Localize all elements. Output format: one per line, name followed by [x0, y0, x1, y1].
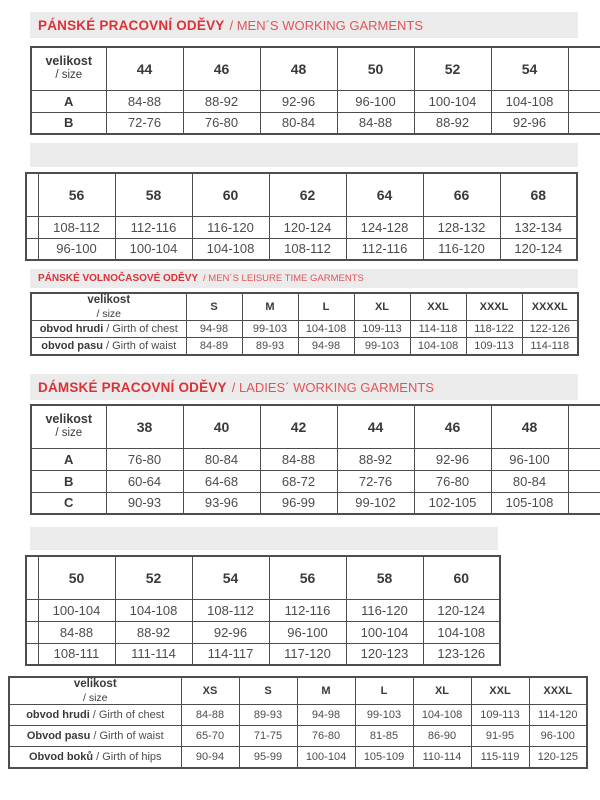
- row-label-cs: Obvod boků: [28, 751, 94, 764]
- size-range-cell: 96-100: [491, 448, 568, 470]
- heading-mens-leisure: [30, 269, 578, 288]
- size-range-cell: 68-72: [260, 470, 337, 492]
- row-label: [31, 470, 106, 492]
- size-range-cell: 92-96: [414, 448, 491, 470]
- row-label-cs: B: [64, 473, 74, 489]
- size-col-header: XXL: [471, 677, 529, 705]
- row-label-cs: B: [64, 115, 74, 131]
- size-range-cell: 84-88: [181, 705, 239, 726]
- cut-cell: [26, 238, 38, 260]
- size-range-cell: 108-112: [269, 238, 346, 260]
- size-col-header: L: [298, 293, 354, 321]
- size-range-cell: 96-100: [38, 238, 115, 260]
- size-range-cell: 100-104: [115, 238, 192, 260]
- size-range-cell: 122-126: [522, 321, 578, 338]
- row-label: [9, 726, 181, 747]
- size-col-header: 58: [346, 556, 423, 599]
- size-col-header: XXXXL: [522, 293, 578, 321]
- size-range-cell: 105-108: [491, 492, 568, 514]
- cut-cell: [568, 470, 600, 492]
- size-range-cell: 100-104: [297, 747, 355, 768]
- size-col-header: 50: [38, 556, 115, 599]
- size-corner-cs: velikost: [45, 412, 93, 427]
- size-corner: [31, 293, 186, 321]
- size-col-header: L: [355, 677, 413, 705]
- size-range-cell: 104-108: [410, 338, 466, 355]
- size-range-cell: 132-134: [500, 216, 577, 238]
- size-range-cell: 90-93: [106, 492, 183, 514]
- size-range-cell: 104-108: [115, 599, 192, 621]
- size-range-cell: 120-124: [269, 216, 346, 238]
- size-col-header: S: [186, 293, 242, 321]
- size-range-cell: 88-92: [183, 90, 260, 112]
- cut-cell: [26, 216, 38, 238]
- size-range-cell: 120-124: [500, 238, 577, 260]
- size-range-cell: 76-80: [297, 726, 355, 747]
- cut-cell: [26, 556, 38, 599]
- size-col-header: 50: [337, 47, 414, 90]
- size-range-cell: 99-102: [337, 492, 414, 514]
- row-label-en: / Girth of hips: [96, 751, 162, 764]
- size-range-cell: 90-94: [181, 747, 239, 768]
- size-range-cell: 92-96: [192, 621, 269, 643]
- size-corner-en: / size: [55, 69, 83, 82]
- size-col-header: 44: [337, 405, 414, 448]
- size-range-cell: 72-76: [106, 112, 183, 134]
- mens-leisure-table-grid: [30, 292, 579, 356]
- size-col-header: 60: [423, 556, 500, 599]
- size-col-header: 46: [183, 47, 260, 90]
- size-col-header: XXXL: [466, 293, 522, 321]
- cut-cell: [568, 448, 600, 470]
- size-range-cell: 124-128: [346, 216, 423, 238]
- size-range-cell: 76-80: [106, 448, 183, 470]
- size-range-cell: 65-70: [181, 726, 239, 747]
- size-col-header: S: [239, 677, 297, 705]
- size-col-header: XXL: [410, 293, 466, 321]
- size-range-cell: 120-123: [346, 643, 423, 665]
- heading-mens-working: [30, 12, 578, 38]
- size-col-header: 42: [260, 405, 337, 448]
- size-range-cell: 91-95: [471, 726, 529, 747]
- row-label-en: / Girth of waist: [93, 730, 164, 743]
- size-col-header: XL: [354, 293, 410, 321]
- cut-cell: [568, 405, 600, 448]
- size-range-cell: 109-113: [354, 321, 410, 338]
- size-range-cell: 114-118: [522, 338, 578, 355]
- heading-ladies-working: [30, 374, 578, 400]
- size-range-cell: 108-111: [38, 643, 115, 665]
- size-col-header: 62: [269, 173, 346, 216]
- size-col-header: 48: [260, 47, 337, 90]
- row-label-cs: obvod hrudi: [26, 709, 90, 722]
- row-label-cs: Obvod pasu: [26, 730, 91, 743]
- size-range-cell: 96-100: [269, 621, 346, 643]
- size-range-cell: 120-124: [423, 599, 500, 621]
- row-label: [31, 448, 106, 470]
- size-col-header: 40: [183, 405, 260, 448]
- size-range-cell: 99-103: [355, 705, 413, 726]
- size-range-cell: 88-92: [337, 448, 414, 470]
- size-range-cell: 84-88: [38, 621, 115, 643]
- size-range-cell: 116-120: [192, 216, 269, 238]
- size-col-header: 66: [423, 173, 500, 216]
- size-range-cell: 117-120: [269, 643, 346, 665]
- size-range-cell: 84-89: [186, 338, 242, 355]
- size-corner: [31, 405, 106, 448]
- size-range-cell: 92-96: [491, 112, 568, 134]
- size-range-cell: 96-100: [337, 90, 414, 112]
- mens-leisure-table: [30, 292, 579, 356]
- size-range-cell: 105-109: [355, 747, 413, 768]
- row-label-cs: obvod pasu: [41, 340, 103, 353]
- mens-working-table-1-grid: [30, 46, 600, 135]
- separator-bar-2: [30, 527, 498, 550]
- size-range-cell: 104-108: [298, 321, 354, 338]
- size-range-cell: 99-103: [354, 338, 410, 355]
- size-col-header: 60: [192, 173, 269, 216]
- row-label-en: / Girth of chest: [106, 323, 178, 336]
- size-col-header: 54: [491, 47, 568, 90]
- size-range-cell: 114-120: [529, 705, 587, 726]
- size-range-cell: 104-108: [192, 238, 269, 260]
- size-range-cell: 80-84: [260, 112, 337, 134]
- size-range-cell: 109-113: [471, 705, 529, 726]
- size-range-cell: 108-112: [192, 599, 269, 621]
- size-range-cell: 80-84: [183, 448, 260, 470]
- size-range-cell: 84-88: [260, 448, 337, 470]
- size-range-cell: 72-76: [337, 470, 414, 492]
- size-range-cell: 100-104: [346, 621, 423, 643]
- size-col-header: XXXL: [529, 677, 587, 705]
- size-corner-cs: velikost: [87, 294, 131, 306]
- size-range-cell: 110-114: [413, 747, 471, 768]
- size-corner: [9, 677, 181, 705]
- size-col-header: 68: [500, 173, 577, 216]
- heading-mens-working-cs: PÁNSKÉ PRACOVNÍ ODĚVY: [38, 17, 225, 33]
- size-range-cell: 76-80: [183, 112, 260, 134]
- size-range-cell: 120-125: [529, 747, 587, 768]
- size-range-cell: 104-108: [491, 90, 568, 112]
- cut-cell: [26, 173, 38, 216]
- mens-working-table-2-grid: [25, 172, 578, 261]
- heading-mens-leisure-cs: PÁNSKÉ VOLNOČASOVÉ ODĚVY: [38, 273, 199, 284]
- row-label: [31, 112, 106, 134]
- size-range-cell: 76-80: [414, 470, 491, 492]
- row-label-cs: A: [64, 451, 74, 467]
- ladies-working-table-2: [25, 555, 501, 666]
- size-col-header: 48: [491, 405, 568, 448]
- size-col-header: 44: [106, 47, 183, 90]
- row-label-en: / Girth of chest: [92, 709, 165, 722]
- size-col-header: 52: [414, 47, 491, 90]
- row-label-cs: obvod hrudi: [39, 323, 104, 336]
- size-range-cell: 89-93: [239, 705, 297, 726]
- size-col-header: 64: [346, 173, 423, 216]
- size-range-cell: 88-92: [115, 621, 192, 643]
- size-corner-en: / size: [82, 691, 108, 704]
- size-corner-cs: velikost: [45, 54, 93, 69]
- size-range-cell: 71-75: [239, 726, 297, 747]
- size-range-cell: 88-92: [414, 112, 491, 134]
- size-range-cell: 116-120: [346, 599, 423, 621]
- cut-cell: [568, 112, 600, 134]
- row-label: [9, 705, 181, 726]
- size-range-cell: 112-116: [346, 238, 423, 260]
- size-range-cell: 81-85: [355, 726, 413, 747]
- size-range-cell: 118-122: [466, 321, 522, 338]
- size-corner-cs: velikost: [73, 678, 117, 690]
- size-range-cell: 100-104: [38, 599, 115, 621]
- size-range-cell: 86-90: [413, 726, 471, 747]
- size-range-cell: 108-112: [38, 216, 115, 238]
- ladies-working-table-1: [30, 404, 600, 515]
- size-range-cell: 115-119: [471, 747, 529, 768]
- size-range-cell: 102-105: [414, 492, 491, 514]
- size-corner-en: / size: [96, 307, 121, 320]
- cut-cell: [568, 90, 600, 112]
- size-range-cell: 114-118: [410, 321, 466, 338]
- heading-ladies-working-en: / LADIES´ WORKING GARMENTS: [231, 379, 434, 395]
- size-range-cell: 100-104: [414, 90, 491, 112]
- row-label: [9, 747, 181, 768]
- size-range-cell: 60-64: [106, 470, 183, 492]
- cut-cell: [568, 47, 600, 90]
- row-label: [31, 321, 186, 338]
- row-label: [31, 492, 106, 514]
- cut-cell: [26, 599, 38, 621]
- size-corner-en: / size: [55, 427, 83, 440]
- size-range-cell: 128-132: [423, 216, 500, 238]
- row-label-cs: A: [64, 93, 74, 109]
- size-range-cell: 80-84: [491, 470, 568, 492]
- size-range-cell: 96-99: [260, 492, 337, 514]
- size-range-cell: 64-68: [183, 470, 260, 492]
- size-range-cell: 94-98: [186, 321, 242, 338]
- size-col-header: 38: [106, 405, 183, 448]
- size-range-cell: 95-99: [239, 747, 297, 768]
- size-corner: [31, 47, 106, 90]
- size-col-header: 58: [115, 173, 192, 216]
- separator-bar-1: [30, 143, 578, 167]
- size-range-cell: 84-88: [106, 90, 183, 112]
- ladies-leisure-table-grid: [8, 676, 588, 769]
- size-col-header: XS: [181, 677, 239, 705]
- size-range-cell: 84-88: [337, 112, 414, 134]
- size-range-cell: 92-96: [260, 90, 337, 112]
- size-col-header: M: [242, 293, 298, 321]
- size-range-cell: 96-100: [529, 726, 587, 747]
- heading-mens-working-en: / MEN´S WORKING GARMENTS: [229, 17, 424, 33]
- row-label-cs: C: [64, 495, 74, 511]
- row-label: [31, 90, 106, 112]
- mens-working-table-1: [30, 46, 600, 135]
- size-range-cell: 89-93: [242, 338, 298, 355]
- heading-mens-leisure-en: / MEN´S LEISURE TIME GARMENTS: [203, 273, 364, 284]
- size-range-cell: 94-98: [298, 338, 354, 355]
- size-range-cell: 93-96: [183, 492, 260, 514]
- size-col-header: 54: [192, 556, 269, 599]
- cut-cell: [26, 621, 38, 643]
- size-range-cell: 116-120: [423, 238, 500, 260]
- heading-ladies-working-cs: DÁMSKÉ PRACOVNÍ ODĚVY: [38, 379, 227, 395]
- size-col-header: 56: [38, 173, 115, 216]
- row-label-en: / Girth of waist: [105, 340, 177, 353]
- ladies-working-table-2-grid: [25, 555, 501, 666]
- size-col-header: M: [297, 677, 355, 705]
- ladies-leisure-table: [8, 676, 588, 769]
- size-col-header: 56: [269, 556, 346, 599]
- size-col-header: XL: [413, 677, 471, 705]
- cut-cell: [26, 643, 38, 665]
- mens-working-table-2: [25, 172, 578, 261]
- ladies-working-table-1-grid: [30, 404, 600, 515]
- size-col-header: 46: [414, 405, 491, 448]
- size-range-cell: 94-98: [297, 705, 355, 726]
- size-range-cell: 114-117: [192, 643, 269, 665]
- size-range-cell: 111-114: [115, 643, 192, 665]
- size-range-cell: 123-126: [423, 643, 500, 665]
- size-range-cell: 104-108: [423, 621, 500, 643]
- size-range-cell: 112-116: [269, 599, 346, 621]
- row-label: [31, 338, 186, 355]
- size-range-cell: 104-108: [413, 705, 471, 726]
- size-range-cell: 112-116: [115, 216, 192, 238]
- size-range-cell: 99-103: [242, 321, 298, 338]
- size-col-header: 52: [115, 556, 192, 599]
- cut-cell: [568, 492, 600, 514]
- size-range-cell: 109-113: [466, 338, 522, 355]
